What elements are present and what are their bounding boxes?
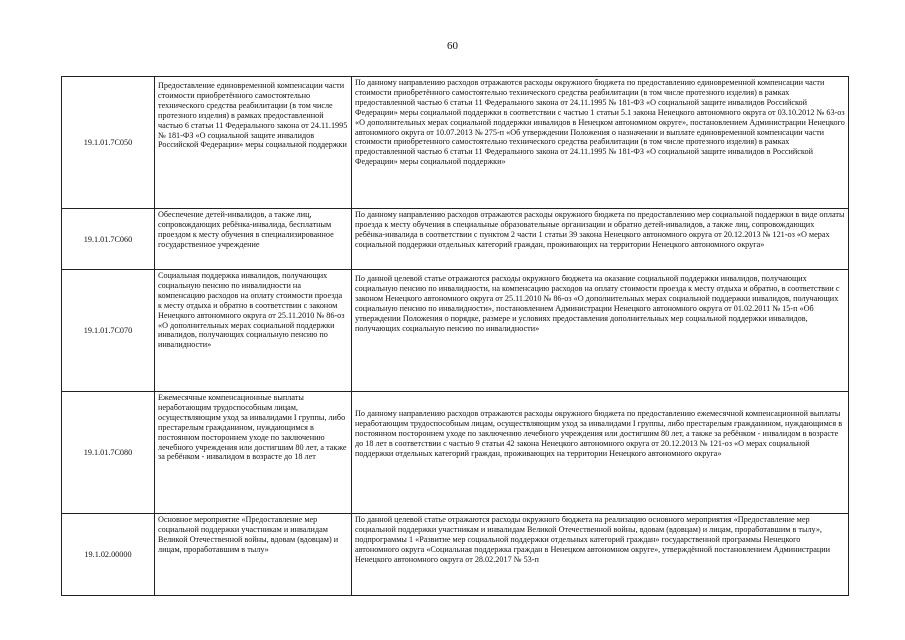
table-row <box>62 77 849 209</box>
target-article-description: По данному направлению расходов отражаются расходы окружного бюджета по предоставлению единовременной компенсации части стоимости приобретённого самостоятельно технического средства реабилитации (в том числе протезного изделия) в рамках предоставленной частью 6 статьи 11 Федерального закона от 24.11.1995 № 181-ФЗ «О социальной защите инвалидов Российской Федерации» меры социальной поддержки в соответствии с частью 1 статьи 5.1 закона Ненецкого автономного округа от 03.10.2012 № 63-оз «О дополнительных мерах социальной поддержки инвалидов в Ненецком автономном округе», постановлением Администрации Ненецкого автономного округа от 10.07.2013 № 275-п «Об утверждении Положения о назначении и выплате единовременной компенсации части стоимости приобретенного самостоятельно технического средства реабилитации (в том числе протезного изделия) в рамках предоставленной частью 6 статьи 11 Федерального закона от 24.11.1995 № 181-ФЗ «О социальной защите инвалидов в Российской Федерации» меры социальной поддержки» <box>352 77 849 209</box>
target-article-code: 19.1.01.7С070 <box>62 270 155 392</box>
target-article-description: По данной целевой статье отражаются расходы окружного бюджета на реализацию основного мероприятия «Предоставление мер социальной поддержки участникам и инвалидам Великой Отечественной войны, вдовам (вдовцам) и лицам, проработавшим в тылу», подпрограммы 1 «Развитие мер социальной поддержки отдельных категорий граждан» государственной программы Ненецкого автономного округа «Социальная поддержка граждан в Ненецком автономном округе», утверждённой постановлением Администрации Ненецкого автономного округа от 28.02.2017 № 53-п <box>352 514 849 596</box>
target-article-name: Основное мероприятие «Предоставление мер социальной поддержки участникам и инвалидам Великой Отечественной войны, вдовам (вдовцам) и лицам, проработавшим в тылу» <box>155 514 352 596</box>
table-row <box>62 270 849 392</box>
target-article-name <box>155 77 352 209</box>
target-article-description: По данному направлению расходов отражаются расходы окружного бюджета по предоставлению мер социальной поддержки в виде оплаты проезда к месту обучения в специальные образовательные организации и обратно детей-инвалидов, а также лиц, сопровождающих ребёнка-инвалида в соответствии с пунктом 2 части 1 статьи 39 закона Ненецкого автономного округа от 20.12.2013 № 121-оз «О мерах социальной поддержки отдельных категорий граждан, проживающих на территории Ненецкого автономного округа» <box>352 209 849 270</box>
table-row <box>62 392 849 514</box>
target-article-description <box>352 270 849 392</box>
cell-text: Предоставление единовременной компенсации части стоимости приобретённого самостоятельно технического средства реабилитации (в том числе протезного изделия) в рамках предоставленной частью 6 статьи 11 Федерального закона от 24.11.1995 № 181-ФЗ «О социальной защите инвалидов Российской Федерации» меры социальной поддержки <box>158 81 348 150</box>
target-article-name: Ежемесячные компенсационные выплаты неработающим трудоспособным лицам, осуществляющим уход за инвалидами I группы, либо престарелым гражданином, нуждающимся в постоянном постороннем уходе по заключению лечебного учреждения или достигшим 80 лет, а также за ребёнком - инвалидом в возрасте до 18 лет <box>155 392 352 514</box>
cell-text: По данному направлению расходов отражаются расходы окружного бюджета по предоставлению ежемесячной компенсационной выплаты неработающим трудоспособным лицам, осуществляющим уход за инвалидами I группы, либо престарелым гражданином, нуждающимся в постоянном постороннем уходе по заключению лечебного учреждения или достигшим 80 лет, а также за ребёнком - инвалидом в возрасте до 18 лет в соответствии с частью 9 статьи 42 закона Ненецкого автономного округа от 20.12.2013 № 121-оз «О мерах социальной поддержки отдельных категорий граждан, проживающих на территории Ненецкого автономного округа» <box>355 409 843 458</box>
target-article-description <box>352 392 849 514</box>
target-article-code: 19.1.01.7С060 <box>62 209 155 270</box>
page-number: 60 <box>447 40 458 52</box>
target-article-code: 19.1.01.7С080 <box>62 392 155 514</box>
cell-text: По данной целевой статье отражаются расходы окружного бюджета на оказание социальной поддержки инвалидов, получающих социальную пенсию по инвалидности, на компенсацию расходов на оплату стоимости проезда к месту отдыха и обратно, в соответствии с законом Ненецкого автономного округа от 25.11.2010 № 86-оз «О дополнительных мерах социальной поддержки инвалидов, получающих социальную пенсию по инвалидности», постановлением Администрации Ненецкого автономного округа от 01.02.2011 № 15-п «Об утверждении Положения о порядке, размере и условиях предоставления дополнительных мер социальной поддержки инвалидов, получающих социальную пенсию по инвалидности» <box>355 274 840 333</box>
table-row <box>62 209 849 270</box>
target-article-code: 19.1.01.7С050 <box>62 77 155 209</box>
target-article-code: 19.1.02.00000 <box>62 514 155 596</box>
table-row <box>62 514 849 596</box>
target-article-name: Социальная поддержка инвалидов, получающих социальную пенсию по инвалидности на компенсацию расходов на оплату стоимости проезда к месту отдыха и обратно в соответствии с законом Ненецкого автономного округа от 25.11.2010 № 86-оз «О дополнительных мерах социальной поддержки инвалидов, получающих социальную пенсию по инвалидности» <box>155 270 352 392</box>
target-article-name: Обеспечение детей-инвалидов, а также лиц, сопровождающих ребёнка-инвалида, бесплатным проездом к месту обучения в специализированное государственное учреждение <box>155 209 352 270</box>
budget-classification-table <box>61 76 849 596</box>
